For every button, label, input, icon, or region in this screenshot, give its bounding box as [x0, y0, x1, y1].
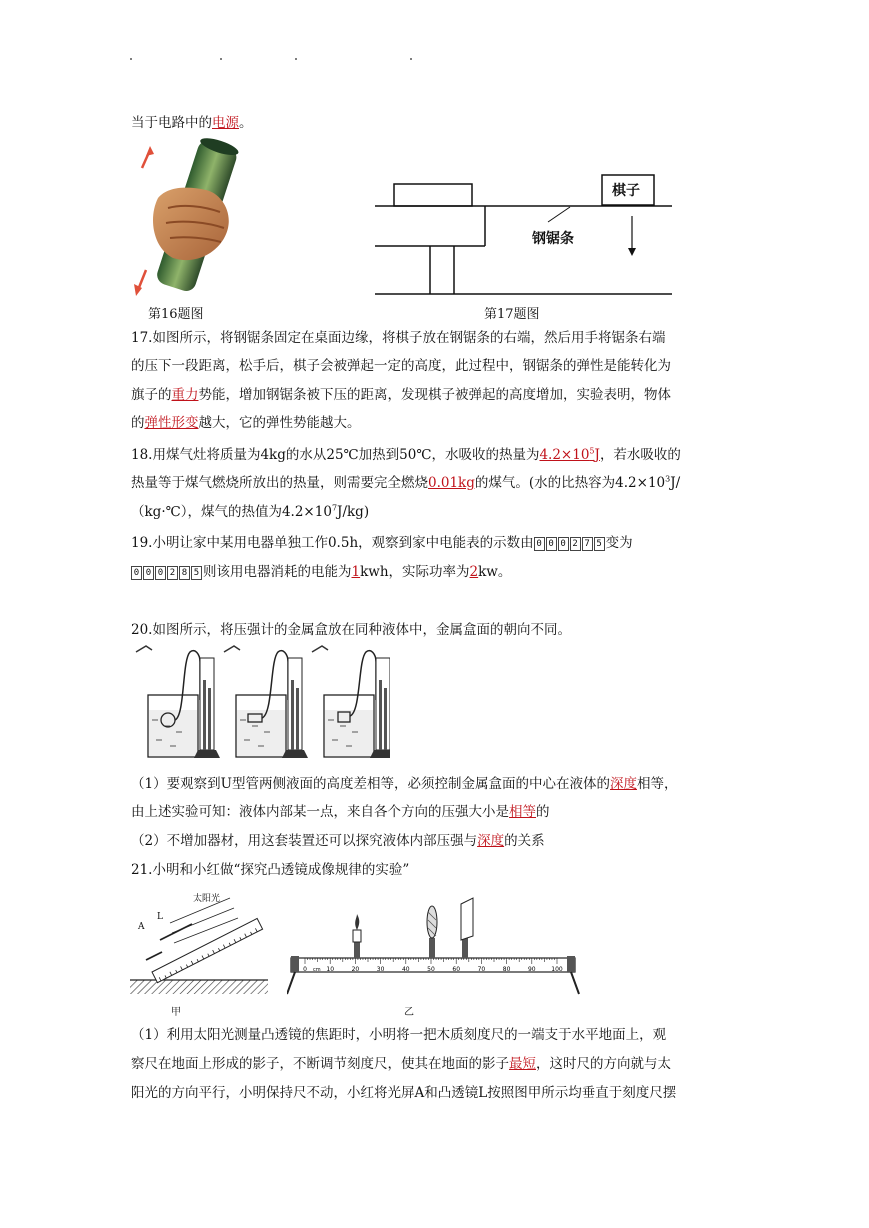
text: （1）要观察到U型管两侧液面的高度差相等，必须控制金属盒面的中心在液体的: [131, 776, 610, 792]
fig16-battery-hand-image: [128, 138, 258, 303]
intro-line: [131, 113, 253, 133]
text: J/kg): [337, 504, 370, 520]
ruler-tick-label: 70: [477, 966, 486, 973]
meter-digit: 7: [582, 537, 593, 551]
text: 越大，它的弹性势能越大。: [198, 415, 361, 431]
ruler-tick-label: 100: [551, 966, 563, 973]
answer: 相等: [509, 804, 536, 820]
answer: 2: [469, 564, 479, 580]
chess-piece-label: 棋子: [612, 183, 640, 199]
q21-part1-line2: [131, 1054, 671, 1074]
answer-exponent: 5: [589, 446, 595, 456]
fig20-pressure-gauge-image: [130, 640, 390, 765]
meter-digit: 0: [558, 537, 569, 551]
meter-digit: 0: [155, 566, 166, 580]
exponent: 7: [331, 503, 338, 513]
text: 旗子的: [131, 387, 172, 403]
q21-part1-line1: （1）利用太阳光测量凸透镜的焦距时，小明将一把木质刻度尺的一端支于水平地面上，观: [131, 1027, 667, 1043]
fig17-caption: 第17题图: [484, 307, 540, 322]
text: 的: [131, 415, 145, 431]
ruler-unit-label: cm: [313, 967, 321, 973]
q20-part1-line1: [131, 774, 677, 794]
answer: 1: [351, 564, 361, 580]
text: J/: [670, 475, 681, 491]
q20-part1-line2: [131, 802, 550, 822]
q17-line1: 17.如图所示，将钢锯条固定在桌面边缘，将棋子放在钢锯条的右端，然后用手将锯条右端: [131, 330, 666, 346]
ruler-tick-label: 90: [527, 966, 536, 973]
exponent: 3: [665, 474, 671, 484]
answer: 重力: [171, 387, 199, 403]
header-dots: [130, 58, 430, 68]
text: 则该用电器消耗的电能为: [203, 564, 352, 580]
answer-base: 4.2×10: [539, 447, 590, 463]
answer: 电源: [212, 115, 239, 131]
text: 当于电路中的: [131, 115, 212, 131]
ruler-tick-label: 40: [401, 966, 410, 973]
answer: 最短: [509, 1056, 536, 1072]
answer: 深度: [477, 833, 505, 849]
q17-line4: [131, 413, 361, 433]
q19-line2: [131, 562, 511, 582]
meter-digit: 0: [534, 537, 545, 551]
answer: 弹性形变: [144, 415, 199, 431]
text: 热量等于煤气燃烧所放出的热量，则需要完全燃烧: [131, 475, 428, 491]
ruler-tick-label: 80: [502, 966, 511, 973]
q19-line1: [131, 533, 633, 553]
text: （kg·℃），煤气的热值为4.2×10: [131, 504, 332, 520]
answer: 深度: [609, 776, 637, 792]
ruler-tick-label: 30: [376, 966, 385, 973]
q18-line1: [131, 445, 681, 465]
q18-line3: [131, 502, 369, 522]
meter-digit: 2: [570, 537, 581, 551]
meter-digit: 0: [131, 566, 142, 580]
meter-digit: 8: [179, 566, 190, 580]
text: 19.小明让家中某用电器单独工作0.5h，观察到家中电能表的示数由: [131, 535, 534, 551]
fig-yi-caption: 乙: [404, 1007, 414, 1018]
meter-digit: 5: [191, 566, 202, 580]
text: 的: [536, 804, 550, 820]
meter-digit: 0: [143, 566, 154, 580]
text: 变为: [605, 535, 633, 551]
meter-digit: 2: [167, 566, 178, 580]
text: kwh，实际功率为: [360, 564, 470, 580]
text: 的煤气。(水的比热容为4.2×10: [474, 475, 666, 491]
lens-label: L: [157, 912, 163, 922]
text: 。: [239, 115, 253, 131]
sunlight-label: 太阳光: [193, 894, 221, 904]
ruler-tick-label: 10: [326, 966, 335, 973]
fig21-yi-optical-bench: [287, 896, 587, 998]
q21-title: 21.小明和小红做“探究凸透镜成像规律的实验”: [131, 862, 410, 878]
q18-line2: [131, 473, 680, 493]
q20-part2: [131, 831, 545, 851]
text: 由上述实验可知：液体内部某一点，来自各个方向的压强大小是: [131, 804, 509, 820]
text: 察尺在地面上形成的影子，不断调节刻度尺，使其在地面的影子: [131, 1056, 509, 1072]
fig21-jia-sun-ruler: [130, 888, 270, 1008]
screen-label: A: [138, 922, 145, 932]
text: （2）不增加器材，用这套装置还可以探究液体内部压强与: [131, 833, 478, 849]
meter-reading-after: [131, 564, 203, 580]
text: 相等，: [636, 776, 678, 792]
text: 势能，增加钢锯条被下压的距离，发现棋子被弹起的高度增加，实验表明，物体: [198, 387, 671, 403]
q17-line2: 的压下一段距离，松手后，棋子会被弹起一定的高度，此过程中，钢锯条的弹性是能转化为: [131, 358, 671, 374]
answer: [539, 447, 599, 463]
meter-reading-before: [534, 535, 606, 551]
text: ，这时尺的方向就与太: [536, 1056, 671, 1072]
ruler-tick-label: 60: [452, 966, 461, 973]
q17-line3: [131, 385, 671, 405]
answer-unit: J: [594, 447, 600, 463]
saw-blade-label: 钢锯条: [532, 231, 574, 247]
meter-digit: 5: [594, 537, 605, 551]
fig-jia-caption: 甲: [171, 1007, 181, 1018]
meter-digit: 0: [546, 537, 557, 551]
text: ，若水吸收的: [599, 447, 681, 463]
q21-part1-line3: 阳光的方向平行，小明保持尺不动，小红将光屏A和凸透镜L按照图甲所示均垂直于刻度尺摆: [131, 1085, 677, 1101]
ruler-tick-label: 0: [303, 966, 307, 973]
q20-title: 20.如图所示，将压强计的金属盒放在同种液体中，金属盒面的朝向不同。: [131, 622, 571, 638]
answer: 0.01kg: [428, 475, 475, 491]
text: kw。: [478, 564, 512, 580]
text: 18.用煤气灶将质量为4kg的水从25℃加热到50℃，水吸收的热量为: [131, 447, 540, 463]
text: 的关系: [504, 833, 545, 849]
fig16-caption: 第16题图: [148, 307, 204, 322]
ruler-tick-label: 20: [351, 966, 360, 973]
ruler-tick-label: 50: [427, 966, 435, 973]
